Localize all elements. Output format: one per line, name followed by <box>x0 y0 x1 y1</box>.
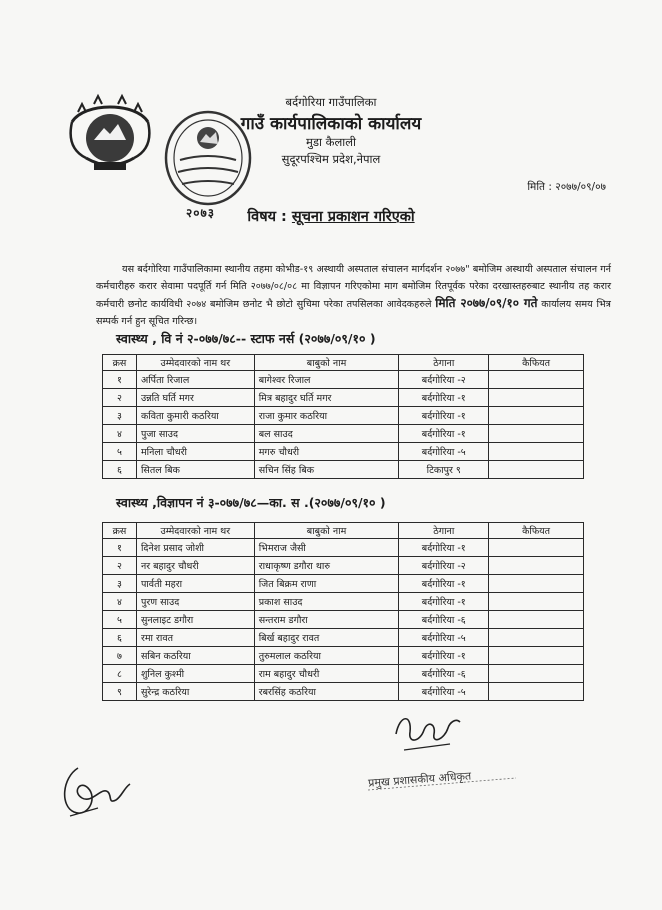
cell-serial: १ <box>103 539 137 557</box>
cell-candidate-name: रमा रावत <box>136 629 254 647</box>
cell-remarks <box>489 425 584 443</box>
cell-candidate-name: नर बहादुर चौधरी <box>136 557 254 575</box>
cell-serial: २ <box>103 389 137 407</box>
header-serial: क्रस <box>103 523 137 539</box>
cell-candidate-name: पार्वती महरा <box>136 575 254 593</box>
section2-title: स्वास्थ्य ,विज्ञापन नं ३-०७७/७८—का. स .(२०७७/०९/१० ) <box>116 495 386 510</box>
cell-remarks <box>489 665 584 683</box>
cell-address: बर्दगोरिया -५ <box>399 629 489 647</box>
cell-father-name: बागेश्वर रिजाल <box>254 371 399 389</box>
header-address: ठेगाना <box>399 355 489 371</box>
cell-address: बर्दगोरिया -१ <box>399 407 489 425</box>
cell-serial: ३ <box>103 575 137 593</box>
cell-father-name: जित बिक्रम राणा <box>254 575 399 593</box>
table-row <box>103 683 584 701</box>
header-address: ठेगाना <box>399 523 489 539</box>
notice-text-part1: यस बर्दगोरिया गाउँपालिकामा स्थानीय तहमा कोभीड-१९ अस्थायी अस्पताल संचालन मार्गदर्शन २०७७" बमोजिम अस्थायी अस्पताल संचालन गर्न कर्मचारीहरु करार सेवामा पदपूर्ति गर्न मिति २०७७/०८/०८ मा विज्ञापन गरिएकोमा माग बमोजिम रितपूर्वक परेका दरखास्तहरुबाट स्थानीय तह करार कर्मचारी छनोट कार्यविधी २०७४ बमोजिम छनोट भै छोटो सुचिमा परेका तपसिलका आवेदकहरुले <box>96 264 611 310</box>
cell-remarks <box>489 575 584 593</box>
cell-remarks <box>489 557 584 575</box>
document-date: मिति : २०७७/०९/०७ <box>527 181 606 193</box>
stamp-year: २०७३ <box>186 206 215 220</box>
cell-remarks <box>489 371 584 389</box>
cell-remarks <box>489 647 584 665</box>
table-row <box>103 557 584 575</box>
cell-father-name: बल साउद <box>254 425 399 443</box>
cell-candidate-name: सुरेन्द्र कठरिया <box>136 683 254 701</box>
table-row <box>103 539 584 557</box>
cell-candidate-name: सुनलाइट डगौरा <box>136 611 254 629</box>
cell-serial: ६ <box>103 629 137 647</box>
cell-candidate-name: मनिला चौधरी <box>136 443 254 461</box>
signature-right-icon <box>390 704 464 754</box>
cell-address: बर्दगोरिया -१ <box>399 593 489 611</box>
table-row <box>103 629 584 647</box>
cell-address: बर्दगोरिया -५ <box>399 683 489 701</box>
cell-candidate-name: शुनिल कुश्मी <box>136 665 254 683</box>
cell-father-name: प्रकाश साउद <box>254 593 399 611</box>
table-header-row <box>103 355 584 371</box>
cell-address: बर्दगोरिया -१ <box>399 575 489 593</box>
cell-address: बर्दगोरिया -५ <box>399 443 489 461</box>
cell-remarks <box>489 611 584 629</box>
notice-date-highlight: मिति २०७७/०९/१० गते <box>435 296 538 310</box>
cell-father-name: रबरसिंह कठरिया <box>254 683 399 701</box>
header-remarks: कैफियत <box>489 523 584 539</box>
cell-remarks <box>489 389 584 407</box>
cell-serial: ४ <box>103 593 137 611</box>
header-candidate-name: उम्मेदवारको नाम थर <box>136 355 254 371</box>
cell-serial: ५ <box>103 611 137 629</box>
table-row <box>103 611 584 629</box>
cell-address: बर्दगोरिया -१ <box>399 539 489 557</box>
header-remarks: कैफियत <box>489 355 584 371</box>
cell-serial: ४ <box>103 425 137 443</box>
cell-father-name: सचिन सिंह बिक <box>254 461 399 479</box>
section1-title: स्वास्थ्य , वि नं २-०७७/७८-- स्टाफ नर्स (२०७७/०९/१० ) <box>116 331 376 346</box>
table-row <box>103 407 584 425</box>
table-header-row <box>103 523 584 539</box>
staff-nurse-table <box>102 354 584 479</box>
cell-serial: ७ <box>103 647 137 665</box>
cell-address: बर्दगोरिया -६ <box>399 665 489 683</box>
cell-father-name: राजा कुमार कठरिया <box>254 407 399 425</box>
subject-text: सूचना प्रकाशन गरिएको <box>291 209 415 225</box>
designation-stamp: प्रमुख प्रशासकीय अधिकृत <box>367 769 472 790</box>
cell-candidate-name: पुजा साउद <box>136 425 254 443</box>
cell-address: टिकापुर ९ <box>399 461 489 479</box>
cell-serial: १ <box>103 371 137 389</box>
notice-text-part2: कार्यालय समय भित्र सम्पर्क गर्न हुन सूचित गरिन्छ। <box>96 299 611 327</box>
cell-address: बर्दगोरिया -१ <box>399 425 489 443</box>
cell-serial: ६ <box>103 461 137 479</box>
cell-candidate-name: पुरण साउद <box>136 593 254 611</box>
subject-line <box>0 206 662 226</box>
cell-father-name: तुरुमलाल कठरिया <box>254 647 399 665</box>
cell-candidate-name: सबिन कठरिया <box>136 647 254 665</box>
header-father-name: बाबुको नाम <box>254 355 399 371</box>
cell-serial: ५ <box>103 443 137 461</box>
cell-father-name: भिमराज जैसी <box>254 539 399 557</box>
cell-candidate-name: सितल बिक <box>136 461 254 479</box>
cell-address: बर्दगोरिया -२ <box>399 557 489 575</box>
province-name: सुदूरपश्चिम प्रदेश,नेपाल <box>281 152 381 166</box>
table-row <box>103 593 584 611</box>
table-row <box>103 575 584 593</box>
cell-address: बर्दगोरिया -१ <box>399 647 489 665</box>
cell-father-name: सन्तराम डगौरा <box>254 611 399 629</box>
cell-serial: ८ <box>103 665 137 683</box>
table-row <box>103 389 584 407</box>
cell-father-name: राधाकृष्ण डगौरा थारु <box>254 557 399 575</box>
header-father-name: बाबुको नाम <box>254 523 399 539</box>
cell-father-name: मित्र बहादुर घर्ति मगर <box>254 389 399 407</box>
cell-remarks <box>489 683 584 701</box>
cell-remarks <box>489 593 584 611</box>
notice-body <box>96 262 611 330</box>
header-serial: क्रस <box>103 355 137 371</box>
cell-address: बर्दगोरिया -२ <box>399 371 489 389</box>
cell-candidate-name: दिनेश प्रसाद जोशी <box>136 539 254 557</box>
cell-address: बर्दगोरिया -१ <box>399 389 489 407</box>
cell-father-name: राम बहादुर चौधरी <box>254 665 399 683</box>
cell-remarks <box>489 407 584 425</box>
cell-candidate-name: उन्नति घर्ति मगर <box>136 389 254 407</box>
cell-remarks <box>489 629 584 647</box>
health-assistant-table <box>102 522 584 701</box>
table-row <box>103 647 584 665</box>
office-name: गाउँ कार्यपालिकाको कार्यालय <box>240 114 422 134</box>
table-row <box>103 425 584 443</box>
municipality-name: बर्दगोरिया गाउँपालिका <box>285 95 377 109</box>
table-row <box>103 443 584 461</box>
table-row <box>103 461 584 479</box>
cell-remarks <box>489 539 584 557</box>
header-candidate-name: उम्मेदवारको नाम थर <box>136 523 254 539</box>
signature-left-icon <box>58 758 134 820</box>
table-row <box>103 665 584 683</box>
cell-serial: ३ <box>103 407 137 425</box>
cell-father-name: मगरु चौधरी <box>254 443 399 461</box>
cell-serial: ९ <box>103 683 137 701</box>
cell-candidate-name: अर्पिता रिजाल <box>136 371 254 389</box>
cell-candidate-name: कविता कुमारी कठरिया <box>136 407 254 425</box>
table-row <box>103 371 584 389</box>
cell-serial: २ <box>103 557 137 575</box>
office-location: मुडा कैलाली <box>305 135 357 149</box>
cell-remarks <box>489 443 584 461</box>
cell-remarks <box>489 461 584 479</box>
subject-prefix: विषय : <box>247 209 287 225</box>
cell-address: बर्दगोरिया -६ <box>399 611 489 629</box>
cell-father-name: बिर्ख बहादुर रावत <box>254 629 399 647</box>
